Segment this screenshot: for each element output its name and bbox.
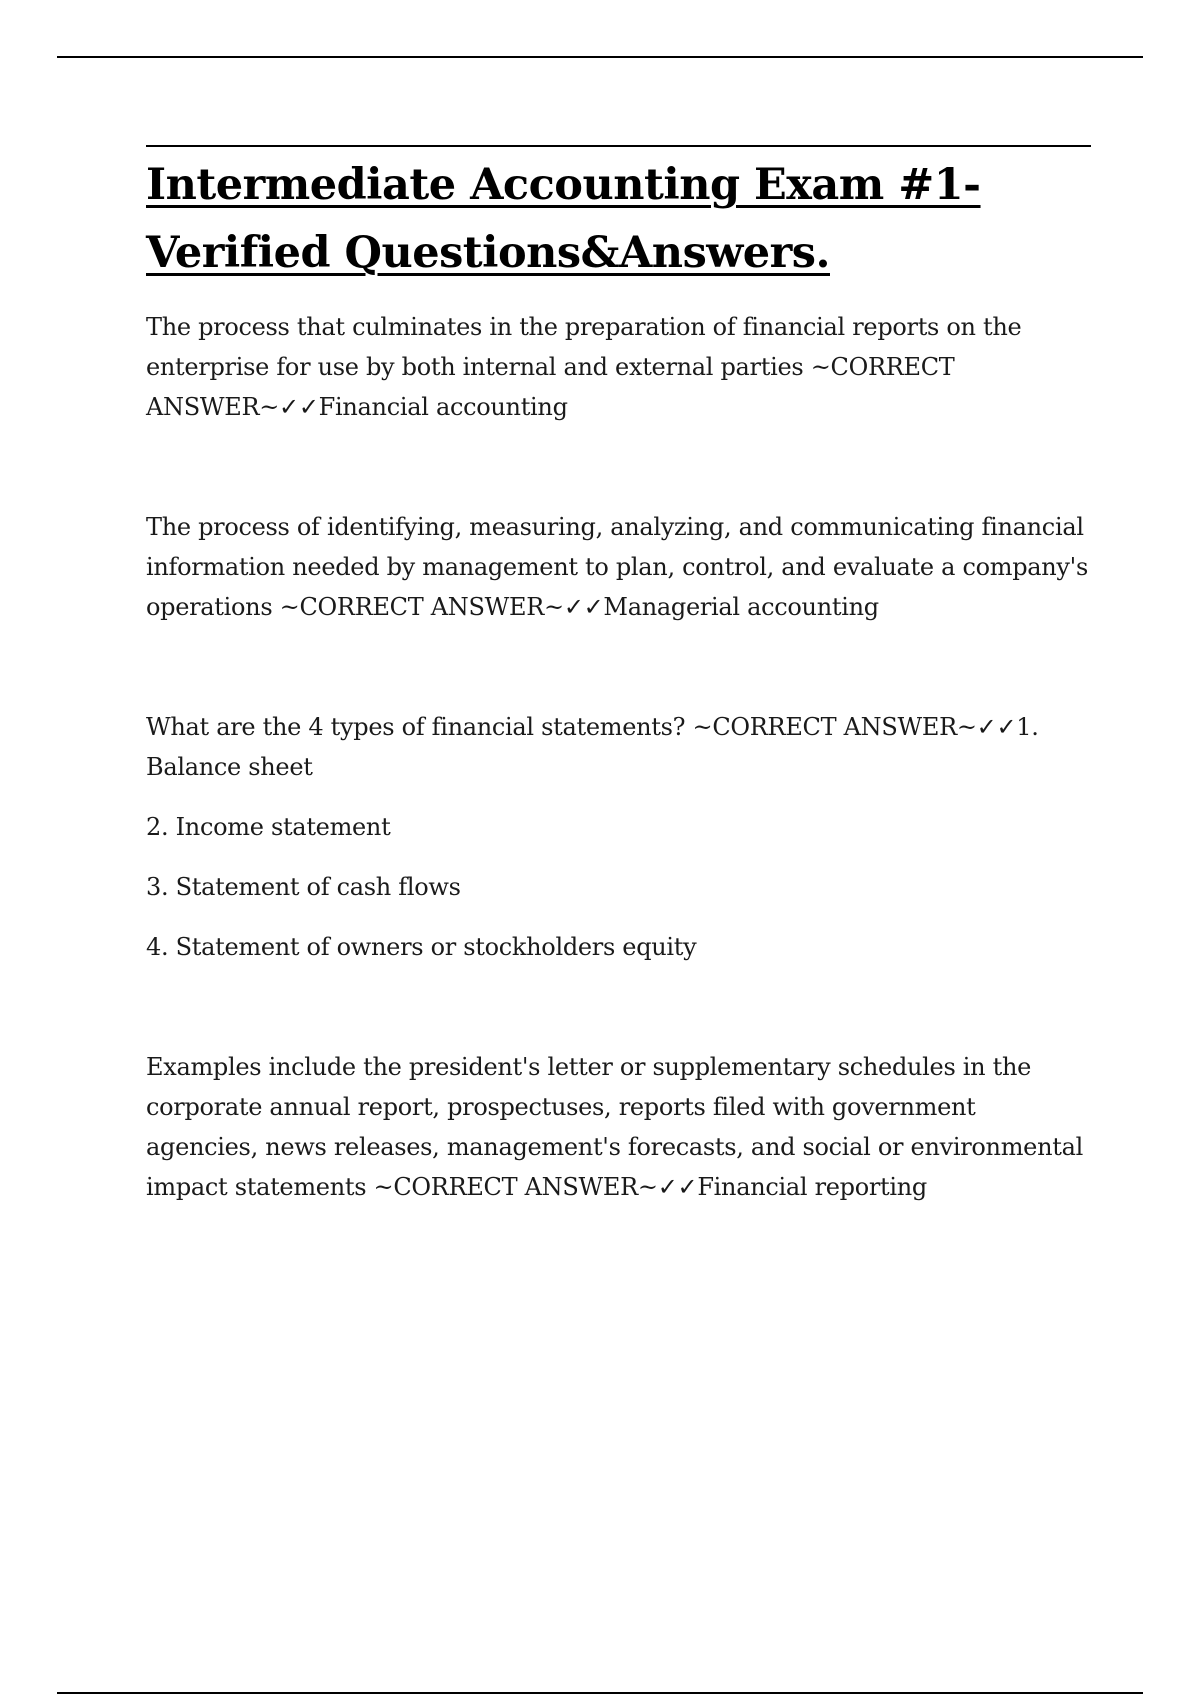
qa-text: The process that culminates in the preparation of financial reports on the enterprise for use by both internal and external parties ~CORRECT ANSWER~✓✓Financial accounting xyxy=(146,313,1022,421)
qa-item xyxy=(146,707,1091,967)
document-body xyxy=(146,145,1091,1207)
qa-item xyxy=(146,507,1091,627)
qa-list-line: 3. Statement of cash flows xyxy=(146,873,461,901)
title-rule xyxy=(146,145,1091,147)
page-top-rule xyxy=(57,56,1143,58)
document-title: Intermediate Accounting Exam #1- Verified Questions&Answers. xyxy=(146,160,981,278)
qa-list-line: 2. Income statement xyxy=(146,813,391,841)
qa-item xyxy=(146,307,1091,427)
qa-text: Examples include the president's letter or supplementary schedules in the corporate annual report, prospectuses, reports filed with government agencies, news releases, management's forecasts, and social or environmental impact statements ~CORRECT ANSWER~✓✓Financial reporting xyxy=(146,1053,1083,1201)
page-bottom-rule xyxy=(57,1692,1143,1694)
qa-list-line: 4. Statement of owners or stockholders equity xyxy=(146,933,697,961)
qa-text: What are the 4 types of financial statements? ~CORRECT ANSWER~✓✓1. Balance sheet xyxy=(146,713,1039,781)
qa-text: The process of identifying, measuring, analyzing, and communicating financial information needed by management to plan, control, and evaluate a company's operations ~CORRECT ANSWER~✓✓Managerial accounting xyxy=(146,513,1088,621)
qa-item xyxy=(146,1047,1091,1207)
